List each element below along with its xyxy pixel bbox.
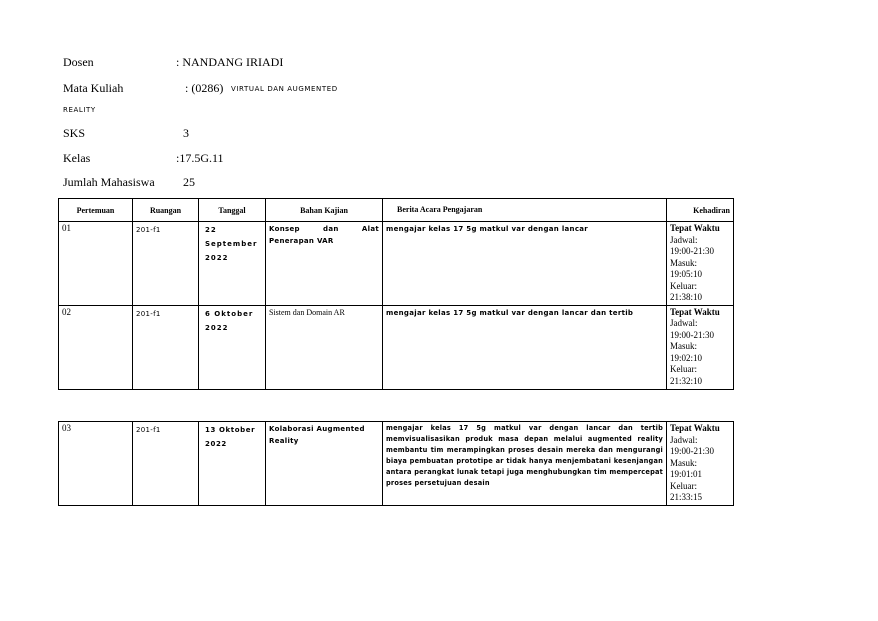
kehadiran-masuk-label: Masuk: — [670, 341, 697, 351]
column-header-tanggal: Tanggal — [199, 199, 266, 222]
pertemuan-cell: 02 — [59, 305, 133, 389]
pertemuan-cell: 01 — [59, 222, 133, 306]
matakuliah-name-line1: VIRTUAL DAN AUGMENTED — [231, 85, 338, 93]
kehadiran-keluar-label: Keluar: — [670, 280, 697, 291]
kehadiran-status: Tepat Waktu — [670, 223, 720, 233]
kehadiran-masuk-value: 19:05:10 — [670, 269, 703, 279]
column-header-bahan-kajian: Bahan Kajian — [266, 199, 383, 222]
kehadiran-keluar-label: Keluar: — [670, 364, 697, 374]
table-header-row — [59, 199, 734, 222]
kehadiran-keluar-value: 21:32:10 — [670, 375, 703, 386]
kehadiran-status: Tepat Waktu — [670, 423, 720, 433]
attendance-table — [58, 198, 734, 390]
table-row — [59, 222, 734, 306]
kehadiran-cell — [667, 305, 734, 389]
kehadiran-masuk-value: 19:02:10 — [670, 352, 703, 363]
table-row — [59, 422, 734, 506]
kehadiran-jadwal-value: 19:00-21:30 — [670, 329, 714, 340]
dosen-label: Dosen — [63, 55, 94, 69]
kehadiran-jadwal-value: 19:00-21:30 — [670, 446, 714, 456]
column-header-kehadiran: Kehadiran — [667, 199, 734, 222]
jumlah-mahasiswa-value: 25 — [183, 175, 195, 189]
kehadiran-keluar-value: 21:33:15 — [670, 492, 703, 502]
ruangan-cell: 201-f1 — [133, 222, 199, 306]
matakuliah-label: Mata Kuliah — [63, 81, 124, 95]
kehadiran-keluar-value: 21:38:10 — [670, 292, 703, 302]
bahan-kajian-cell: Sistem dan Domain AR — [266, 305, 383, 389]
kehadiran-masuk-value: 19:01:01 — [670, 469, 703, 479]
jumlah-mahasiswa-label: Jumlah Mahasiswa — [63, 175, 155, 189]
berita-acara-cell: mengajar kelas 17 5g matkul var dengan lancar dan tertib — [383, 305, 667, 389]
tanggal-cell: 13 Oktober 2022 — [199, 422, 266, 506]
kehadiran-jadwal-label: Jadwal: — [670, 318, 698, 328]
berita-acara-cell: mengajar kelas 17 5g matkul var dengan lancar — [383, 222, 667, 306]
bahan-kajian-cell: Konsep dan Alat Penerapan VAR — [266, 222, 383, 306]
table-row — [59, 305, 734, 389]
kelas-label: Kelas — [63, 151, 91, 165]
column-header-pertemuan: Pertemuan — [59, 199, 133, 222]
bahan-kajian-cell: Kolaborasi Augmented Reality — [266, 422, 383, 506]
pertemuan-cell: 03 — [59, 422, 133, 506]
attendance-table-continued — [58, 421, 734, 506]
matakuliah-code: : (0286) — [185, 81, 224, 95]
kehadiran-cell — [667, 222, 734, 306]
matakuliah-name-line2: REALITY — [63, 106, 96, 114]
kehadiran-masuk-label: Masuk: — [670, 457, 697, 468]
dosen-value: : NANDANG IRIADI — [176, 55, 284, 69]
sks-label: SKS — [63, 126, 86, 140]
column-header-ruangan: Ruangan — [133, 199, 199, 222]
ruangan-cell: 201-f1 — [133, 305, 199, 389]
tanggal-cell: 22 September 2022 — [199, 222, 266, 306]
column-header-berita-acara: Berita Acara Pengajaran — [383, 199, 667, 222]
tanggal-cell: 6 Oktober 2022 — [199, 305, 266, 389]
sks-value: 3 — [183, 126, 189, 140]
berita-acara-cell: mengajar kelas 17 5g matkul var dengan lancar dan tertib memvisualisasikan produk masa depan melalui augmented reality membantu tim merampingkan proses desain mereka dan mengurangi biaya pembuatan prototipe ar tidak hanya menjembatani kesenjangan antara perangkat lunak tetapi juga menghubungkan tim mempercepat proses persetujuan desain — [383, 422, 667, 506]
kehadiran-status: Tepat Waktu — [670, 306, 720, 317]
kehadiran-masuk-label: Masuk: — [670, 257, 697, 268]
ruangan-cell: 201-f1 — [133, 422, 199, 506]
kehadiran-jadwal-value: 19:00-21:30 — [670, 246, 714, 256]
kelas-value: :17.5G.11 — [176, 151, 224, 165]
kehadiran-keluar-label: Keluar: — [670, 480, 697, 491]
kehadiran-jadwal-label: Jadwal: — [670, 234, 698, 245]
kehadiran-jadwal-label: Jadwal: — [670, 434, 698, 445]
kehadiran-cell — [667, 422, 734, 506]
